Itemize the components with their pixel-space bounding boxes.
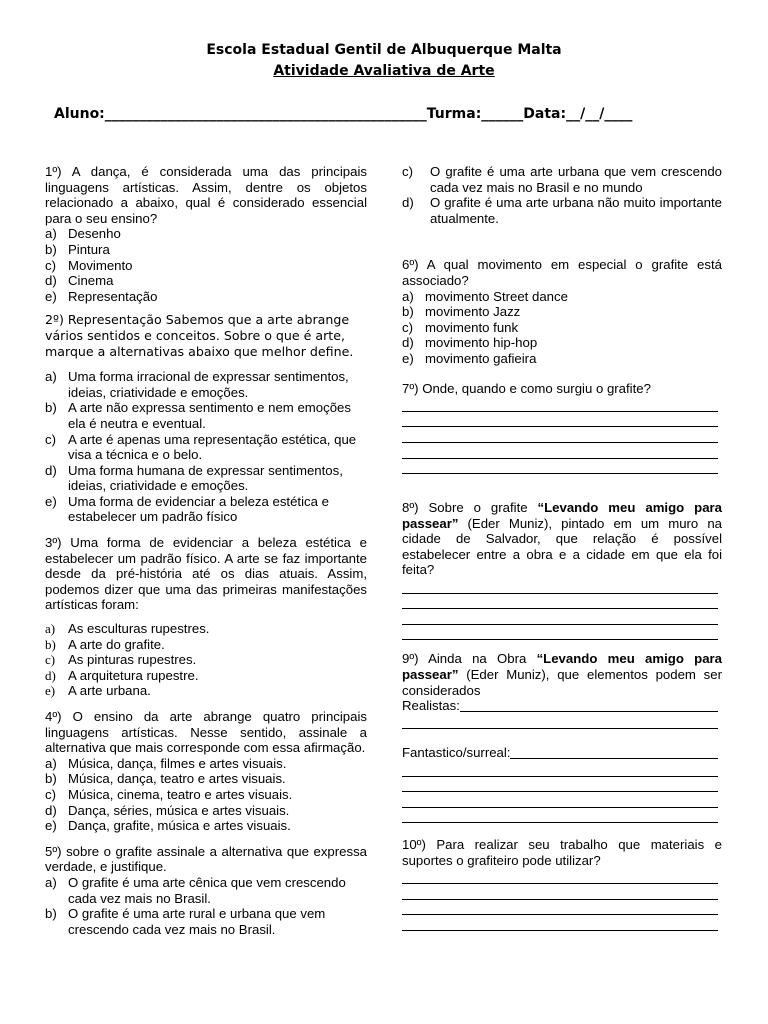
fantastico-field[interactable]: Fantastico/surreal: — [402, 745, 718, 761]
option[interactable]: e) A arte urbana. — [45, 683, 151, 699]
option[interactable]: a) Uma forma irracional de expressar sentimentos, ideias, criatividade e emoções. — [45, 369, 349, 400]
answer-line[interactable] — [402, 594, 718, 610]
answer-line[interactable] — [402, 443, 718, 459]
option[interactable]: d) movimento hip-hop — [402, 335, 538, 351]
option[interactable]: a) movimento Street dance — [402, 288, 568, 304]
answer-line[interactable] — [402, 869, 718, 885]
question-10: 10º) Para realizar seu trabalho que materiais e suportes o grafiteiro pode utilizar? — [402, 837, 722, 868]
question-5-options-c-d — [402, 164, 722, 226]
answer-line[interactable] — [402, 396, 718, 412]
answer-line[interactable] — [402, 578, 718, 594]
school-name: Escola Estadual Gentil de Albuquerque Malta — [206, 42, 562, 58]
question-5: 5º) sobre o grafite assinale a alternativa que expressa verdade, e justifique. — [45, 843, 367, 875]
option[interactable]: b) A arte do grafite. — [45, 636, 165, 652]
option[interactable]: b) movimento Jazz — [402, 304, 521, 320]
answer-line[interactable] — [402, 792, 718, 808]
question-5-options-a-b — [45, 875, 367, 937]
option[interactable]: b) Música, dança, teatro e artes visuais. — [45, 771, 286, 787]
option[interactable]: a) Música, dança, filmes e artes visuais. — [45, 755, 287, 771]
option[interactable]: c) O grafite é uma arte urbana que vem crescendo cada vez mais no Brasil e no mundo — [402, 164, 722, 195]
option[interactable]: b) O grafite é uma arte rural e urbana que vem crescendo cada vez mais no Brasil. — [45, 906, 326, 937]
option[interactable]: e) Uma forma de evidenciar a beleza estética e estabelecer um padrão físico — [45, 493, 329, 525]
question-4-options — [45, 756, 367, 834]
answer-line[interactable] — [402, 915, 718, 931]
answer-lines-q10[interactable] — [402, 869, 722, 931]
option[interactable]: e) Dança, grafite, música e artes visuais. — [45, 818, 291, 834]
question-9: 9º) Ainda na Obra “Levando meu amigo para passear” (Eder Muniz), que elementos podem ser considerados — [402, 651, 722, 698]
answer-lines-q8[interactable] — [402, 578, 722, 640]
option[interactable]: c) As pinturas rupestres. — [45, 652, 197, 668]
answer-line[interactable] — [402, 609, 718, 625]
option[interactable]: a) O grafite é uma arte cênica que vem crescendo cada vez mais no Brasil. — [45, 874, 346, 906]
answer-line[interactable] — [402, 412, 718, 428]
right-column — [402, 164, 722, 931]
realistas-field[interactable]: Realistas: — [402, 698, 718, 714]
question-3-options — [45, 621, 367, 699]
question-7: 7º) Onde, quando e como surgiu o grafite? — [402, 380, 651, 396]
question-4: 4º) O ensino da arte abrange quatro principais linguagens artísticas. Nesse sentido, assinale a alternativa que mais corresponde com essa afirmação. — [45, 709, 367, 756]
question-8: 8º) Sobre o grafite “Levando meu amigo para passear” (Eder Muniz), pintado em um muro na cidade de Salvador, que relação é possível estabelecer entre a obra e a cidade em que ela foi feita? — [402, 500, 723, 578]
option[interactable]: b) A arte não expressa sentimento e nem emoções ela é neutra e eventual. — [45, 400, 351, 431]
student-info-line: Aluno:______________________________________________Turma:______Data:__/__/____ — [54, 106, 633, 122]
question-2-options — [45, 369, 367, 525]
option[interactable]: d) Dança, séries, música e artes visuais. — [45, 802, 290, 818]
answer-line[interactable] — [402, 761, 718, 777]
option[interactable]: d) Uma forma humana de expressar sentimentos, ideias, criatividade e emoções. — [45, 462, 343, 494]
option[interactable]: c) Movimento — [45, 257, 133, 273]
option[interactable]: d) Cinema — [45, 273, 114, 289]
option[interactable]: b) Pintura — [45, 241, 110, 257]
option[interactable]: e) movimento gafieira — [402, 350, 537, 366]
option[interactable]: c) A arte é apenas uma representação estética, que visa a técnica e o belo. — [45, 431, 357, 463]
answer-line[interactable] — [402, 427, 718, 443]
answer-line[interactable] — [402, 459, 718, 475]
option[interactable]: c) movimento funk — [402, 319, 519, 335]
answer-line[interactable] — [402, 808, 718, 824]
left-column — [45, 164, 367, 937]
answer-line[interactable] — [402, 884, 718, 900]
option[interactable]: c) Música, cinema, teatro e artes visuais. — [45, 786, 293, 802]
question-1-options — [45, 226, 367, 304]
question-2: 2º) Representação Sabemos que a arte abrange vários sentidos e conceitos. Sobre o que é arte, marque a alternativas abaixo que melhor define. — [45, 312, 354, 359]
question-3: 3º) Uma forma de evidenciar a beleza estética e estabelecer um padrão físico. A arte se faz importante desde da pré-história até os dias atuais. Assim, podemos dizer que uma das primeiras manifestações artísticas foram: — [45, 535, 367, 613]
answer-line[interactable] — [402, 777, 718, 793]
answer-line[interactable] — [402, 900, 718, 916]
option[interactable]: e) Representação — [45, 288, 158, 304]
answer-lines-q7[interactable] — [402, 396, 722, 474]
answer-line[interactable] — [402, 625, 718, 641]
option[interactable]: a) As esculturas rupestres. — [45, 621, 210, 637]
option[interactable]: d) O grafite é uma arte urbana não muito importante atualmente. — [402, 195, 722, 226]
option[interactable]: d) A arquitetura rupestre. — [45, 667, 199, 683]
answer-line[interactable] — [402, 714, 718, 730]
question-6-options — [402, 289, 722, 367]
question-6: 6º) A qual movimento em especial o grafite está associado? — [402, 257, 722, 288]
question-1: 1º) A dança, é considerada uma das principais linguagens artísticas. Assim, dentre os objetos relacionado a abaixo, qual é considerado essencial para o seu ensino? — [45, 164, 367, 226]
option[interactable]: a) Desenho — [45, 226, 121, 242]
activity-title: Atividade Avaliativa de Arte — [273, 63, 495, 79]
